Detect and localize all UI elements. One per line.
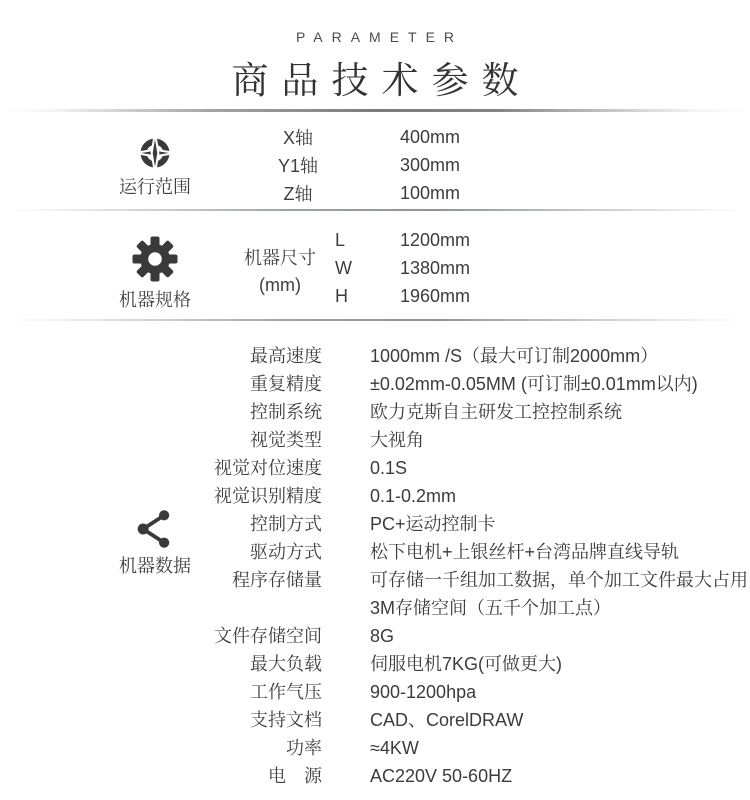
spec-label: 工作气压 xyxy=(250,682,322,702)
section-label-machine-specs: 机器规格 xyxy=(119,290,191,310)
spec-value: 8G xyxy=(370,626,395,646)
spec-value: CAD、CorelDRAW xyxy=(370,710,524,730)
spec-rows xyxy=(230,123,460,207)
dimension-group-title: 机器尺寸 xyxy=(244,248,316,268)
spec-label: 控制方式 xyxy=(250,514,322,534)
spec-label: H xyxy=(335,285,348,306)
spec-value: 1000mm /S（最大可订制2000mm） xyxy=(370,346,659,366)
section-icon-block xyxy=(110,236,200,282)
spec-label: 视觉对位速度 xyxy=(214,458,322,478)
spec-value: ±0.02mm-0.05MM (可订制±0.01mm以内) xyxy=(370,374,698,394)
spec-value: 伺服电机7KG(可做更大) xyxy=(370,654,563,674)
spec-value: 大视角 xyxy=(370,430,424,450)
spec-label: 功率 xyxy=(286,738,322,758)
spec-label: 视觉类型 xyxy=(250,430,322,450)
section-machine-specs xyxy=(0,212,750,319)
spec-label: W xyxy=(335,257,352,278)
spec-value: 900-1200hpa xyxy=(370,682,477,702)
spec-value: AC220V 50-60HZ xyxy=(370,766,513,786)
spec-label: 重复精度 xyxy=(250,374,322,394)
section-label-operating-range: 运行范围 xyxy=(119,177,191,197)
page-title: 商品技术参数 xyxy=(231,60,532,101)
spec-row xyxy=(0,538,750,566)
spec-row xyxy=(0,650,750,678)
spec-row xyxy=(0,426,750,454)
spec-label: 支持文档 xyxy=(250,710,322,730)
spec-value: 1960mm xyxy=(400,285,471,306)
spec-value: 欧力克斯自主研发工控控制系统 xyxy=(370,402,622,422)
spec-row xyxy=(0,762,750,790)
dimension-group-label xyxy=(230,245,330,299)
spec-value: 0.1-0.2mm xyxy=(370,486,457,506)
spec-row xyxy=(335,226,470,254)
spec-label: 程序存储量 xyxy=(232,570,322,590)
spec-value: 松下电机+上银丝杆+台湾品牌直线导轨 xyxy=(370,542,680,562)
compass-icon xyxy=(134,132,176,174)
spec-label: 最大负载 xyxy=(250,654,322,674)
dimension-group-unit: (mm) xyxy=(259,275,301,295)
spec-rows xyxy=(0,342,750,790)
spec-row xyxy=(0,678,750,706)
header-eyebrow: PARAMETER xyxy=(295,29,464,45)
spec-row xyxy=(230,151,460,179)
section-divider xyxy=(0,209,750,211)
spec-row xyxy=(0,622,750,650)
spec-value: 0.1S xyxy=(370,458,408,478)
spec-row xyxy=(0,706,750,734)
section-divider xyxy=(0,319,750,321)
section-operating-range xyxy=(0,112,750,209)
spec-label: 最高速度 xyxy=(250,346,322,366)
spec-row xyxy=(335,254,470,282)
spec-row xyxy=(335,282,470,310)
spec-value: 可存储一千组加工数据，单个加工文件最大占用3M存储空间（五千个加工点） xyxy=(370,570,748,618)
spec-label: 文件存储空间 xyxy=(214,626,322,646)
spec-value: ≈4KW xyxy=(370,738,419,758)
spec-row xyxy=(0,482,750,510)
gear-icon xyxy=(132,236,178,282)
spec-label: 控制系统 xyxy=(250,402,322,422)
spec-value: 1200mm xyxy=(400,229,471,250)
spec-label: 视觉识别精度 xyxy=(214,486,322,506)
spec-row xyxy=(0,370,750,398)
section-icon-block xyxy=(110,132,200,174)
spec-label: Y1轴 xyxy=(277,156,319,176)
spec-value: 300mm xyxy=(400,154,461,175)
spec-row xyxy=(0,734,750,762)
section-machine-data xyxy=(0,322,750,800)
spec-value: 1380mm xyxy=(400,257,471,278)
spec-value: 100mm xyxy=(400,182,461,203)
spec-label: 电 源 xyxy=(268,766,322,786)
spec-row xyxy=(230,123,460,151)
spec-row xyxy=(230,179,460,207)
spec-label: 驱动方式 xyxy=(250,542,322,562)
spec-row xyxy=(0,398,750,426)
spec-rows xyxy=(335,226,470,310)
spec-label: Z轴 xyxy=(283,184,313,204)
spec-value: PC+运动控制卡 xyxy=(370,514,496,534)
spec-row xyxy=(0,342,750,370)
spec-label: L xyxy=(335,229,346,250)
spec-row xyxy=(0,566,750,622)
spec-row xyxy=(0,454,750,482)
section-label-machine-data: 机器数据 xyxy=(119,556,191,576)
spec-row xyxy=(0,510,750,538)
spec-label: X轴 xyxy=(282,128,313,148)
spec-value: 400mm xyxy=(400,126,461,147)
